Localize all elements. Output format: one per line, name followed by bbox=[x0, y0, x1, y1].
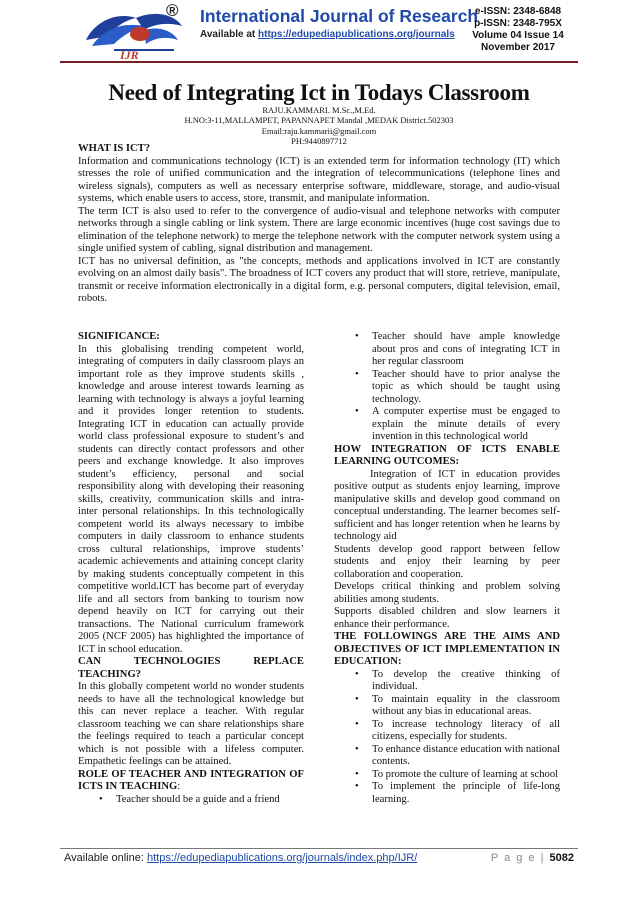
page-footer bbox=[64, 852, 574, 864]
list-item bbox=[334, 769, 560, 782]
list-item bbox=[334, 694, 560, 719]
bullet-icon: • bbox=[355, 331, 359, 342]
footer-divider bbox=[60, 848, 578, 849]
bullet-icon: • bbox=[355, 668, 359, 680]
journal-header bbox=[0, 0, 638, 66]
journal-availability bbox=[200, 29, 455, 40]
author-phone: PH:9440897712 bbox=[291, 135, 347, 146]
list-item-text: To develop the creative thinking of individual. bbox=[372, 668, 560, 692]
author-name: RAJU.KAMMARI. M.Sc.,M.Ed. bbox=[262, 105, 376, 115]
footer-prefix: Available online: bbox=[64, 852, 147, 864]
list-item-text: To maintain equality in the classroom without any bias in educational areas. bbox=[372, 693, 560, 717]
heading-text: ROLE OF TEACHER AND INTEGRATION OF ICTS IN TEACHING bbox=[78, 768, 304, 792]
list-item-text: To enhance distance education with national contents. bbox=[372, 743, 560, 767]
section-heading: HOW INTEGRATION OF ICTS ENABLE LEARNING OUTCOMES: bbox=[334, 443, 560, 467]
page-label: P a g e | bbox=[490, 852, 550, 864]
list-item-text: To promote the culture of learning at school bbox=[372, 768, 559, 780]
right-column bbox=[334, 331, 560, 806]
paragraph: The term ICT is also used to refer to the convergence of audio-visual and telephone networks with computer networks through a single cabling or link system. There are large economic incentives (huge cost savings due to elimination of the telephone network) to merge the telephone network with the computer network system using a single unified system of cabling, signal distribution and management. bbox=[78, 205, 560, 254]
author-address: H.NO:3-11,MALLAMPET, PAPANNAPET Mandal ,MEDAK District.502303 bbox=[184, 115, 454, 126]
bullet-icon: • bbox=[355, 693, 359, 705]
issue-date: November 2017 bbox=[481, 42, 555, 53]
bullet-icon: • bbox=[355, 406, 359, 417]
aims-list bbox=[334, 669, 560, 807]
paragraph: Integration of ICT in education provides positive output as students enjoy learning, improve manipulative skills and develop good command on conceptual understanding. The learner becomes self-sufficient and has longer retention when he learns by technology aid bbox=[334, 468, 560, 542]
author-email: Email:raju.kammarii@gmail.com bbox=[261, 125, 377, 136]
paragraph: Students develop good rapport between fellow students and enjoy their learning by peer collaboration and cooperation. bbox=[334, 543, 560, 580]
availability-prefix: Available at bbox=[200, 29, 258, 40]
logo-text: IJR bbox=[120, 48, 139, 60]
what-is-ict-section bbox=[78, 143, 560, 306]
volume-issue: Volume 04 Issue 14 bbox=[472, 30, 564, 41]
role-list-continued bbox=[334, 331, 560, 444]
list-item bbox=[78, 794, 304, 807]
header-divider bbox=[60, 61, 578, 63]
bullet-icon: • bbox=[355, 768, 359, 780]
bullet-icon: • bbox=[99, 793, 103, 805]
section-heading: CAN TECHNOLOGIES REPLACE TEACHING? bbox=[78, 656, 304, 680]
page-number-block bbox=[491, 852, 574, 864]
issn-info bbox=[468, 6, 568, 54]
list-item-text: Teacher should have ample knowledge about pros and cons of integrating ICT in her regular classroom bbox=[372, 331, 560, 367]
eissn: e-ISSN: 2348-6848 bbox=[474, 6, 562, 17]
paragraph: In this globally competent world no wonder students needs to have all the technological knowledge but this can never replace a teacher. With regular classroom teaching we can share relationships share the feelings required to teach a particular concept which is not possible with a lifeless computer. Empathetic feelings can be attained. bbox=[78, 681, 304, 767]
heading-suffix: : bbox=[177, 781, 181, 792]
paragraph: ICT has no universal definition, as "the concepts, methods and applications involved in ICT are constantly evolving on an almost daily basis". The broadness of ICT covers any product that will store, retrieve, manipulate, transmit or receive information electronically in a digital form, e.g. personal computers, digital television, email, robots. bbox=[78, 255, 560, 304]
paragraph: In this globalising trending competent world, integrating of computers in daily classroom plays an important role as they improve students skills , knowledge and arouse interest towards learning as learning with technology is always a joyful learning and it provides longer retention to students. Integrating ICT in education can actually provide world class professional exposure to student’s and students can directly contact professors and other peers and exchange knowledge. It also improves student’s efficiency, personal and social responsibility along with developing their reasoning skills, creativity, communication skills and intra-inter personal relationships. In this technologically competent world its always necessary to imbibe computers in daily classroom to enhance students cross cultural relationships, improve students’ academic achievements and attaining concept clarity by making students conceptually competent in this competitive world.ICT has become part of everyday life and all sectors from banking to tourism now depend heavily on ICT for carrying out their transactions. The National curriculum framework 2005 (NCF 2005) has highlighted the importance of ICT in school education. bbox=[78, 343, 304, 655]
list-item bbox=[334, 369, 560, 407]
list-item bbox=[334, 406, 560, 444]
list-item bbox=[334, 781, 560, 806]
pissn: p-ISSN: 2348-795X bbox=[474, 18, 562, 29]
paragraph: Develops critical thinking and problem solving abilities among students. bbox=[334, 581, 560, 605]
bullet-icon: • bbox=[355, 781, 359, 792]
list-item bbox=[334, 744, 560, 769]
list-item bbox=[334, 331, 560, 369]
registered-mark: ® bbox=[166, 1, 179, 20]
left-column bbox=[78, 331, 304, 806]
section-heading bbox=[78, 769, 304, 794]
role-list bbox=[78, 794, 304, 807]
paragraph: Information and communications technology (ICT) is an extended term for information technology (IT) which stresses the role of unified communication and the integration of telecommunications (telephone lines and wireless signals), computers as well as necessary enterprise software, middleware, storage, and audio-visual systems, which enable users to access, store, transmit, and manipulate information. bbox=[78, 155, 560, 204]
article-title: Need of Integrating Ict in Todays Classroom bbox=[108, 80, 530, 105]
footer-url-link[interactable]: https://edupediapublications.org/journals/index.php/IJR/ bbox=[146, 852, 418, 864]
list-item-text: Teacher should be a guide and a friend bbox=[116, 793, 280, 805]
bullet-icon: • bbox=[355, 743, 359, 755]
section-heading: SIGNIFICANCE: bbox=[78, 331, 160, 342]
journal-title: International Journal of Research bbox=[200, 6, 479, 26]
list-item-text: To increase technology literacy of all citizens, especially for students. bbox=[372, 718, 560, 742]
list-item-text: To implement the principle of life-long learning. bbox=[372, 781, 560, 805]
list-item bbox=[334, 719, 560, 744]
section-heading: WHAT IS ICT? bbox=[78, 143, 151, 154]
author-block bbox=[60, 105, 578, 146]
paragraph: Supports disabled children and slow learners it enhance their performance. bbox=[334, 606, 560, 630]
page-number: 5082 bbox=[549, 852, 574, 864]
list-item-text: A computer expertise must be engaged to explain the minute details of every invention in this technological world bbox=[372, 406, 560, 442]
journal-url-link[interactable]: https://edupediapublications.org/journals bbox=[258, 29, 455, 40]
section-heading: THE FOLLOWINGS ARE THE AIMS AND OBJECTIVES OF ICT IMPLEMENTATION IN EDUCATION: bbox=[334, 631, 560, 667]
bullet-icon: • bbox=[355, 718, 359, 730]
bullet-icon: • bbox=[355, 368, 359, 380]
list-item-text: Teacher should have to prior analyse the topic as which should be taught using technology. bbox=[372, 368, 560, 405]
list-item bbox=[334, 669, 560, 694]
